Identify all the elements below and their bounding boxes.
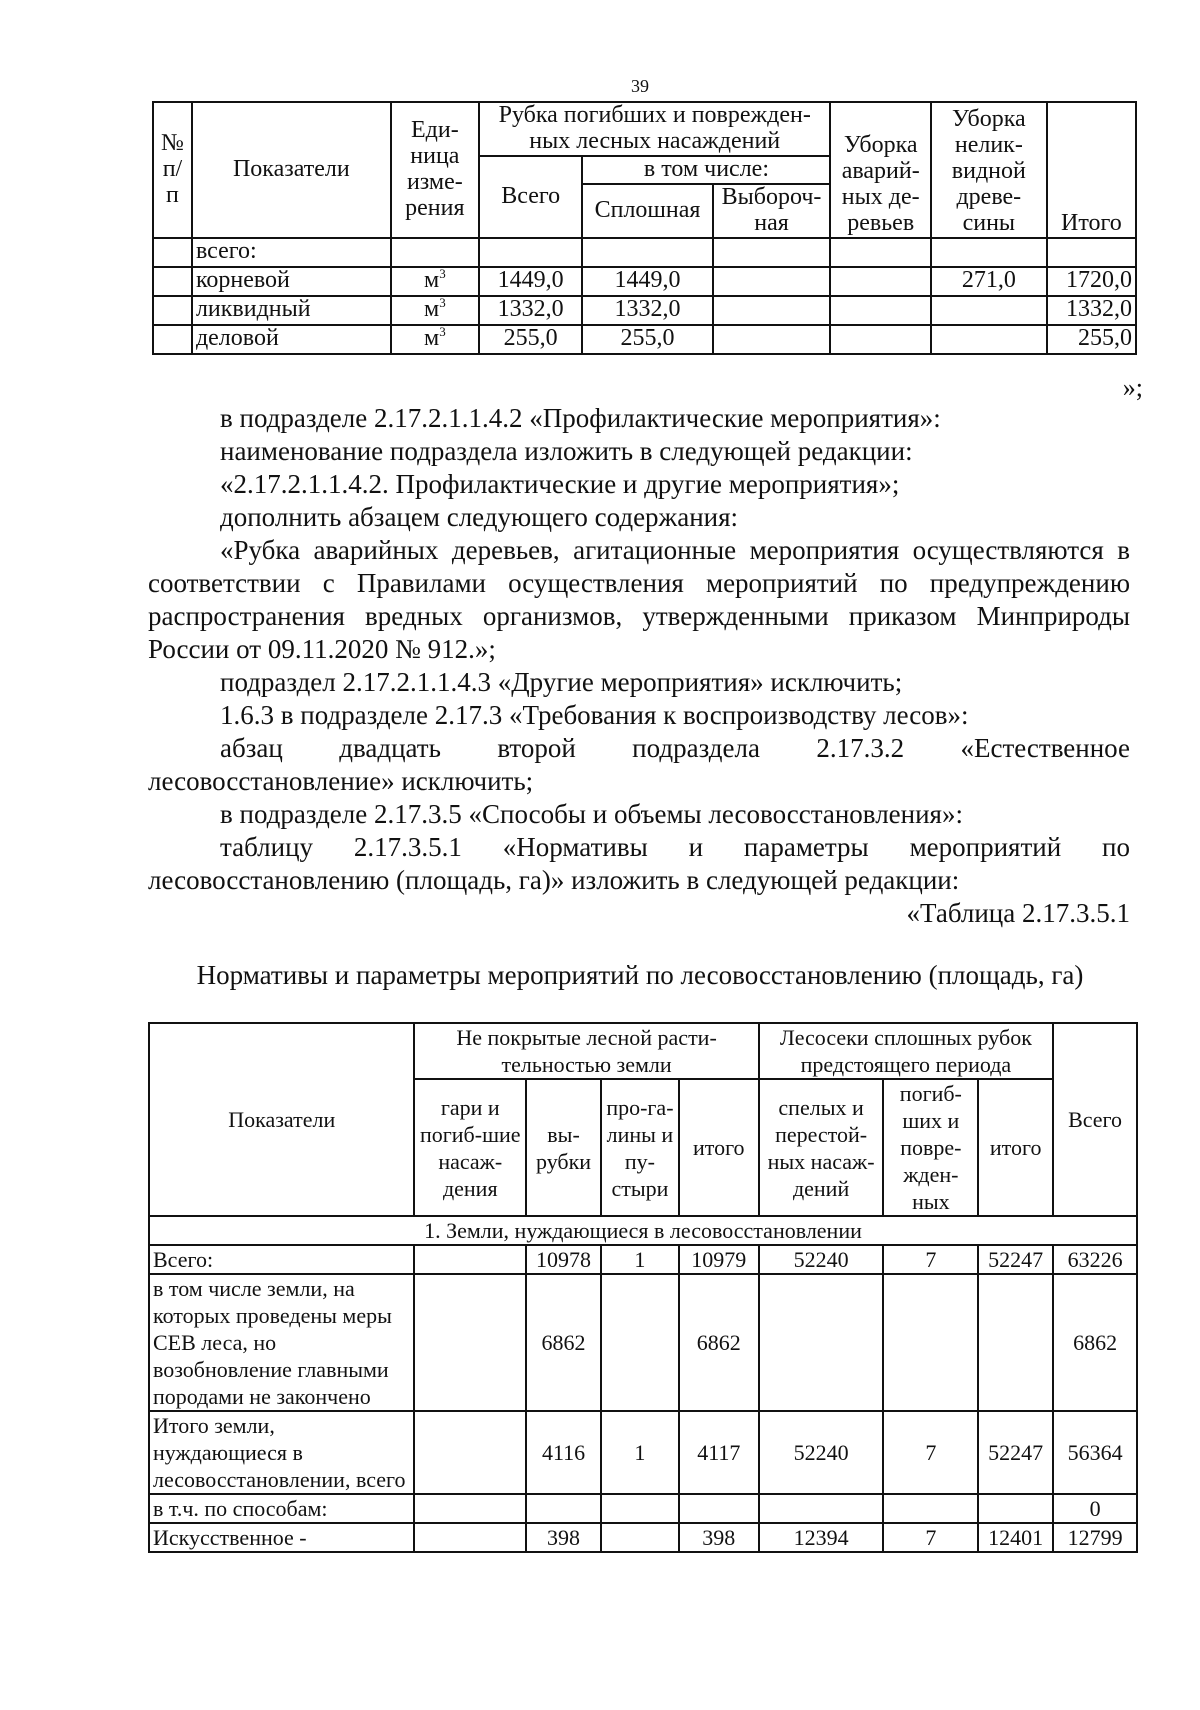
value-cell: 1332,0 xyxy=(479,296,583,325)
paragraph: абзац двадцать второй подраздела 2.17.3.2 «Естественное лесовосстановление» исключить; xyxy=(148,733,1130,796)
value-cell: 255,0 xyxy=(582,325,712,354)
table-row xyxy=(149,1245,1137,1274)
col-header-not-covered: Не покрытые лесной расти-тельностью земли xyxy=(414,1023,758,1079)
paragraph: в подразделе 2.17.2.1.1.4.2 «Профилактические мероприятия»: xyxy=(220,403,941,433)
value-cell: 52240 xyxy=(759,1245,884,1274)
value-cell: 7 xyxy=(883,1523,978,1552)
col-header-total-all: Всего xyxy=(1053,1023,1137,1216)
value-cell: 7 xyxy=(883,1245,978,1274)
value-cell: 1332,0 xyxy=(582,296,712,325)
paragraph: таблицу 2.17.3.5.1 «Нормативы и параметры мероприятий по лесовосстановлению (площадь, га)» изложить в следующей редакции: xyxy=(148,832,1130,895)
value-cell: 398 xyxy=(526,1523,601,1552)
unit-cell: $м^3$ xyxy=(391,267,479,296)
paragraph: «Рубка аварийных деревьев, агитационные мероприятия осуществляются в соответствии с Правилами осуществления мероприятий по предупреждению распространения вредных организмов, утвержденными приказом Минприроды России от 09.11.2020 № 912.»; xyxy=(148,535,1130,664)
row-name: Итого земли, нуждающиеся в лесовосстановлении, всего xyxy=(149,1411,414,1494)
col-header-illiquid: Уборка нелик-видной древе-сины xyxy=(931,102,1047,238)
row-name: деловой xyxy=(192,325,391,354)
paragraph: «2.17.2.1.1.4.2. Профилактические и другие мероприятия»; xyxy=(220,469,900,499)
col-header-indicators: Показатели xyxy=(192,102,391,238)
col-header-burnt: гари и погиб-шие насаж-дения xyxy=(414,1079,526,1216)
value-cell: 52247 xyxy=(978,1411,1053,1494)
value-cell: 1449,0 xyxy=(582,267,712,296)
amendment-text xyxy=(148,402,1130,930)
table-row xyxy=(153,296,1136,325)
value-cell: 255,0 xyxy=(479,325,583,354)
col-header-including: в том числе: xyxy=(582,156,830,184)
paragraph: подраздел 2.17.2.1.1.4.3 «Другие мероприятия» исключить; xyxy=(220,667,903,697)
col-header-mature: спелых и перестой-ных насаж-дений xyxy=(759,1079,884,1216)
table-row xyxy=(153,267,1136,296)
value-cell: 12401 xyxy=(978,1523,1053,1552)
paragraph: в подразделе 2.17.3.5 «Способы и объемы лесовосстановления»: xyxy=(220,799,963,829)
value-cell: 7 xyxy=(883,1411,978,1494)
col-header-emergency: Уборка аварий-ных де-ревьев xyxy=(830,102,930,238)
unit-cell: $м^3$ xyxy=(391,296,479,325)
row-name: корневой xyxy=(192,267,391,296)
page-number: 39 xyxy=(631,76,649,96)
col-header-unit: Еди-ница изме-рения xyxy=(391,102,479,238)
col-header-clearcut: Лесосеки сплошных рубок предстоящего периода xyxy=(759,1023,1053,1079)
row-name: в т.ч. по способам: xyxy=(149,1494,414,1523)
value-cell: 1 xyxy=(601,1411,679,1494)
row-name: ликвидный xyxy=(192,296,391,325)
col-header-total: Итого xyxy=(1047,102,1136,238)
value-cell: 4117 xyxy=(679,1411,759,1494)
col-header-selective: Выбороч-ная xyxy=(713,184,831,238)
table-row xyxy=(149,1523,1137,1552)
paragraph: наименование подраздела изложить в следующей редакции: xyxy=(220,436,913,466)
row-name: Всего: xyxy=(149,1245,414,1274)
value-cell: 63226 xyxy=(1053,1245,1137,1274)
value-cell: 10978 xyxy=(526,1245,601,1274)
value-cell: 1720,0 xyxy=(1047,267,1136,296)
table-row xyxy=(149,1411,1137,1494)
damaged-stands-table xyxy=(152,101,1137,355)
value-cell: 1332,0 xyxy=(1047,296,1136,325)
table-title: Нормативы и параметры мероприятий по лесовосстановлению (площадь, га) xyxy=(196,960,1084,990)
col-header-dead: погиб-ших и повре-жден-ных xyxy=(883,1079,978,1216)
value-cell: 0 xyxy=(1053,1494,1137,1523)
value-cell: 4116 xyxy=(526,1411,601,1494)
value-cell: 6862 xyxy=(679,1274,759,1411)
reforestation-table xyxy=(148,1022,1138,1553)
paragraph: 1.6.3 в подразделе 2.17.3 «Требования к воспроизводству лесов»: xyxy=(220,700,969,730)
col-header-total-all: Всего xyxy=(479,156,583,238)
col-header-solid: Сплошная xyxy=(582,184,712,238)
value-cell: 52240 xyxy=(759,1411,884,1494)
col-header-glades: про-га-лины и пу-стыри xyxy=(601,1079,679,1216)
value-cell: 398 xyxy=(679,1523,759,1552)
col-header-felled: вы-рубки xyxy=(526,1079,601,1216)
col-header-cutting-group: Рубка погибших и поврежден-ных лесных насаждений xyxy=(479,102,831,156)
col-header-subtotal1: итого xyxy=(679,1079,759,1216)
row-name: Искусственное - xyxy=(149,1523,414,1552)
table-caption: «Таблица 2.17.3.5.1 xyxy=(906,898,1130,928)
col-header-num: № п/п xyxy=(153,102,192,238)
table-row xyxy=(149,1494,1137,1523)
paragraph: дополнить абзацем следующего содержания: xyxy=(220,502,739,532)
unit-cell: $м^3$ xyxy=(391,325,479,354)
col-header-indicators: Показатели xyxy=(149,1023,414,1216)
value-cell: 1 xyxy=(601,1245,679,1274)
value-cell: 52247 xyxy=(978,1245,1053,1274)
value-cell: 12799 xyxy=(1053,1523,1137,1552)
row-name: в том числе земли, на которых проведены меры СЕВ леса, но возобновление главными породами не закончено xyxy=(149,1274,414,1411)
value-cell: 1449,0 xyxy=(479,267,583,296)
col-header-subtotal2: итого xyxy=(978,1079,1053,1216)
value-cell: 255,0 xyxy=(1047,325,1136,354)
value-cell: 10979 xyxy=(679,1245,759,1274)
value-cell: 6862 xyxy=(1053,1274,1137,1411)
section-header: 1. Земли, нуждающиеся в лесовосстановлении xyxy=(149,1216,1137,1245)
value-cell: 12394 xyxy=(759,1523,884,1552)
table-row xyxy=(149,1274,1137,1411)
table-row xyxy=(153,238,1136,267)
row-name: всего: xyxy=(192,238,391,267)
value-cell: 56364 xyxy=(1053,1411,1137,1494)
value-cell: 6862 xyxy=(526,1274,601,1411)
value-cell: 271,0 xyxy=(931,267,1047,296)
closing-quote: »; xyxy=(1122,373,1143,402)
table-row xyxy=(153,325,1136,354)
